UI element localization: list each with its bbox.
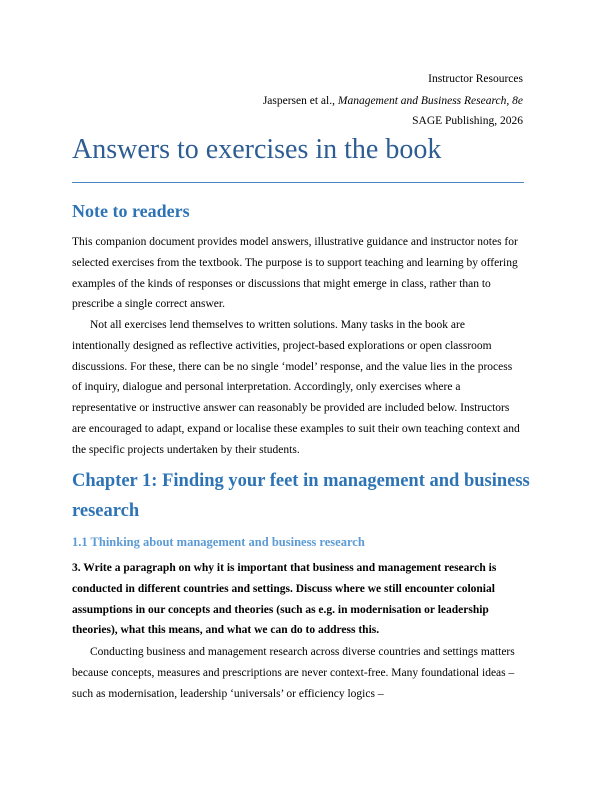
header-authors: Jaspersen et al., xyxy=(262,95,338,107)
exercise-answer: Conducting business and management research across diverse countries and settings matters because concepts, measures and prescriptions are never context-free. Many foundational ideas – such as modernisation, leadership ‘universals’ or efficiency logics – xyxy=(72,646,515,700)
note-paragraph-2: Not all exercises lend themselves to written solutions. Many tasks in the book are intentionally designed as reflective activities, project-based explorations or open classroom discussions. For these, there can be no single ‘model’ response, and the value lies in the process of inquiry, dialogue and personal interpretation. Accordingly, only exercises where a representative or instructive answer can reasonably be provided are included below. Instructors are encouraged to adapt, expand or localise these examples to suit their own teaching context and the specific projects undertaken by their students. xyxy=(72,319,520,456)
page-title: Answers to exercises in the book xyxy=(72,134,442,165)
header-book-title: Management and Business Research, 8e xyxy=(337,95,523,107)
header-resource-label: Instructor Resources xyxy=(428,73,523,85)
header-citation xyxy=(263,94,523,108)
title-divider xyxy=(72,182,524,183)
section-1-1-heading: 1.1 Thinking about management and business research xyxy=(72,535,365,549)
header-publisher: SAGE Publishing, 2026 xyxy=(412,115,523,127)
chapter-1-heading: Chapter 1: Finding your feet in management and business research xyxy=(72,471,530,521)
note-heading: Note to readers xyxy=(72,201,190,221)
note-paragraph-1: This companion document provides model answers, illustrative guidance and instructor notes for selected exercises from the textbook. The purpose is to support teaching and learning by offering examples of the kinds of responses or discussions that might emerge in class, rather than to prescribe a single correct answer. xyxy=(72,236,518,311)
exercise-question: 3. Write a paragraph on why it is important that business and management research is conducted in different countries and settings. Discuss where we still encounter colonial assumptions in our concepts and theories (such as e.g. in modernisation or leadership theories), what this means, and what we can do to address this. xyxy=(72,562,497,637)
